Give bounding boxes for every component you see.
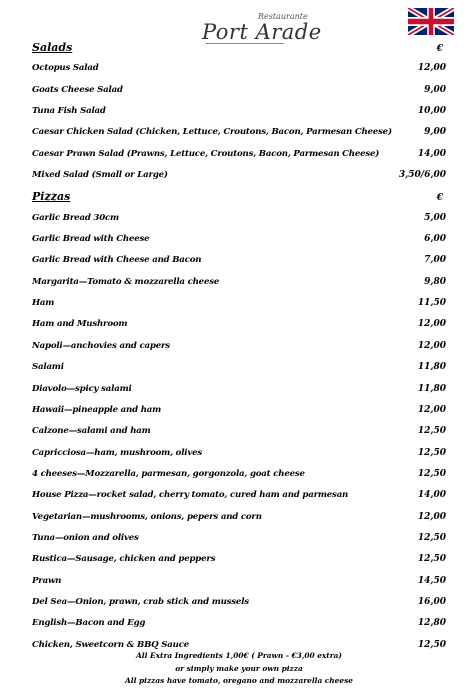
menu-item-name: Calzone—salami and ham bbox=[32, 426, 151, 437]
menu-item bbox=[32, 208, 446, 229]
menu-item-price: 12,50 bbox=[417, 447, 446, 458]
menu-item-price: 12,00 bbox=[417, 340, 446, 351]
menu-item-name: Napoli—anchovies and capers bbox=[32, 340, 170, 351]
menu-list bbox=[32, 37, 446, 656]
menu-item-price: 14,00 bbox=[417, 490, 446, 501]
menu-item-name: Rustica—Sausage, chicken and peppers bbox=[32, 554, 216, 565]
section-header-pizzas bbox=[32, 186, 446, 207]
menu-item-price: 12,50 bbox=[417, 532, 446, 543]
menu-item-price: 5,00 bbox=[424, 212, 446, 223]
menu-item-name: Octopus Salad bbox=[32, 63, 99, 74]
menu-item-price: 12,00 bbox=[417, 319, 446, 330]
menu-item bbox=[32, 336, 446, 357]
menu-item-price: 3,50/6,00 bbox=[398, 170, 446, 181]
menu-item-price: 12,50 bbox=[417, 554, 446, 565]
menu-item bbox=[32, 101, 446, 122]
menu-item-price: 12,80 bbox=[417, 618, 446, 629]
menu-item bbox=[32, 592, 446, 613]
currency-symbol: € bbox=[436, 193, 443, 204]
menu-item-price: 11,50 bbox=[417, 298, 446, 309]
menu-item-name: Mixed Salad (Small or Large) bbox=[32, 170, 168, 181]
menu-item bbox=[32, 528, 446, 549]
menu-item bbox=[32, 58, 446, 79]
menu-item-name: Salami bbox=[32, 362, 64, 373]
menu-item-price: 12,50 bbox=[417, 639, 446, 650]
menu-item-name: Ham and Mushroom bbox=[32, 319, 128, 330]
note-line: All pizzas have tomato, oregano and mozzarella cheese bbox=[125, 676, 353, 685]
currency-symbol: € bbox=[436, 44, 443, 54]
menu-item-name: Capricciosa—ham, mushroom, olives bbox=[32, 447, 203, 458]
menu-item-name: Garlic Bread 30cm bbox=[32, 212, 119, 223]
menu-item-price: 11,80 bbox=[417, 362, 446, 373]
menu-item bbox=[32, 122, 446, 143]
menu-item-name: Caesar Prawn Salad (Prawns, Lettuce, Croutons, Bacon, Parmesan Cheese) bbox=[32, 148, 380, 159]
menu-item-price: 9,00 bbox=[424, 84, 446, 95]
menu-item bbox=[32, 443, 446, 464]
menu-item-name: Ham bbox=[32, 298, 55, 309]
menu-item-price: 16,00 bbox=[417, 596, 446, 607]
menu-item-price: 12,00 bbox=[417, 63, 446, 74]
menu-item bbox=[32, 165, 446, 186]
uk-flag-icon[interactable] bbox=[408, 8, 454, 35]
logo-name-text: Port Arade bbox=[202, 20, 322, 44]
menu-item-name: English—Bacon and Egg bbox=[32, 618, 146, 629]
menu-item-price: 11,80 bbox=[417, 383, 446, 394]
menu-item-price: 12,00 bbox=[417, 511, 446, 522]
menu-item-price: 12,50 bbox=[417, 426, 446, 437]
menu-item bbox=[32, 250, 446, 271]
menu-item-name: Tuna—onion and olives bbox=[32, 532, 139, 543]
section-header-salads bbox=[32, 37, 446, 58]
note-line: All Extra Ingredients 1,00€ ( Prawn - €3,00 extra) bbox=[136, 651, 342, 660]
menu-item bbox=[32, 293, 446, 314]
menu-notes bbox=[32, 650, 446, 688]
menu-item-name: Tuna Fish Salad bbox=[32, 106, 106, 117]
menu-item bbox=[32, 229, 446, 250]
section-title: Pizzas bbox=[32, 190, 71, 204]
menu-item bbox=[32, 421, 446, 442]
menu-item bbox=[32, 571, 446, 592]
menu-item-name: Caesar Chicken Salad (Chicken, Lettuce, Croutons, Bacon, Parmesan Cheese) bbox=[32, 127, 392, 138]
menu-item-name: Garlic Bread with Cheese bbox=[32, 234, 150, 245]
menu-item-name: Diavolo—spicy salami bbox=[32, 383, 132, 394]
menu-item-name: Hawaii—pineapple and ham bbox=[32, 404, 162, 415]
menu-item-price: 10,00 bbox=[417, 106, 446, 117]
menu-item-price: 12,50 bbox=[417, 468, 446, 479]
note-line: or simply make your own pizza bbox=[175, 663, 303, 673]
menu-item-price: 14,00 bbox=[417, 148, 446, 159]
menu-item-price: 12,00 bbox=[417, 404, 446, 415]
menu-item-name: Goats Cheese Salad bbox=[32, 84, 123, 95]
menu-item bbox=[32, 80, 446, 101]
menu-item-name: Margarita—Tomato & mozzarella cheese bbox=[32, 276, 220, 287]
menu-item bbox=[32, 400, 446, 421]
menu-item bbox=[32, 144, 446, 165]
menu-item-price: 9,00 bbox=[424, 127, 446, 138]
menu-item-name: Garlic Bread with Cheese and Bacon bbox=[32, 255, 202, 266]
menu-item-name: Vegetarian—mushrooms, onions, pepers and corn bbox=[32, 511, 262, 522]
menu-item bbox=[32, 272, 446, 293]
menu-item-name: 4 cheeses—Mozzarella, parmesan, gorgonzola, goat cheese bbox=[32, 468, 305, 479]
menu-item bbox=[32, 357, 446, 378]
menu-item bbox=[32, 314, 446, 335]
menu-item-price: 9,80 bbox=[424, 276, 446, 287]
menu-item-name: House Pizza—rocket salad, cherry tomato, cured ham and parmesan bbox=[32, 490, 349, 501]
menu-item-price: 7,00 bbox=[424, 255, 446, 266]
menu-item-price: 6,00 bbox=[424, 234, 446, 245]
menu-item bbox=[32, 549, 446, 570]
menu-item-name: Prawn bbox=[32, 575, 62, 586]
menu-item bbox=[32, 485, 446, 506]
menu-item-name: Del Sea—Onion, prawn, crab stick and mussels bbox=[32, 596, 249, 607]
menu-item bbox=[32, 613, 446, 634]
menu-item-name: Chicken, Sweetcorn & BBQ Sauce bbox=[32, 639, 189, 650]
section-title: Salads bbox=[32, 41, 73, 54]
logo-script-text: Restaurante bbox=[258, 12, 308, 21]
menu-item bbox=[32, 379, 446, 400]
menu-item bbox=[32, 464, 446, 485]
menu-item bbox=[32, 507, 446, 528]
menu-item-price: 14,50 bbox=[417, 575, 446, 586]
